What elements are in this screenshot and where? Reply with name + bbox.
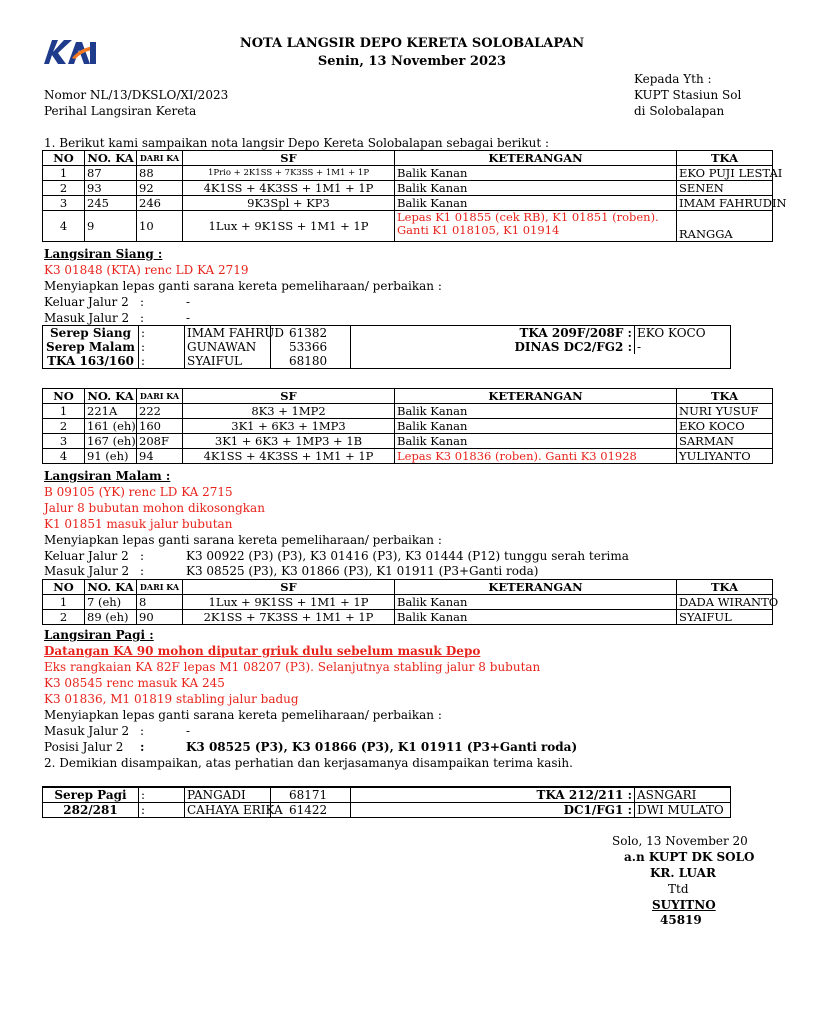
- siang-masuk-colon: :: [140, 311, 145, 325]
- pagi-masuk-value: -: [186, 724, 191, 738]
- cell-no: 2: [43, 181, 85, 196]
- serep-right-value: [635, 354, 731, 369]
- serep-label: Serep Siang: [43, 326, 139, 341]
- cell-noka: 91 (eh): [85, 449, 137, 464]
- cell-ket: Balik Kanan: [395, 610, 677, 625]
- malam-note-1: B 09105 (YK) renc LD KA 2715: [44, 485, 233, 499]
- table-row: [43, 166, 773, 181]
- table-row: [43, 449, 773, 464]
- cell-ket: Balik Kanan: [395, 419, 677, 434]
- letter-subject: Perihal Langsiran Kereta: [44, 104, 197, 118]
- cell-noka: 7 (eh): [85, 595, 137, 610]
- cell-dari: 160: [137, 419, 183, 434]
- serep-nip: 68171: [271, 787, 351, 803]
- serep-colon: :: [139, 787, 185, 803]
- pagi-note-3: K3 08545 renc masuk KA 245: [44, 676, 225, 690]
- closing-text: 2. Demikian disampaikan, atas perhatian dan kerjasamanya disampaikan terima kasih.: [44, 756, 573, 770]
- cell-tka: SYAIFUL: [677, 610, 773, 625]
- serep-row: [43, 340, 731, 354]
- cell-sf: 8K3 + 1MP2: [183, 404, 395, 419]
- document-date: Senin, 13 November 2023: [317, 54, 507, 69]
- signature-nip: 45819: [660, 913, 702, 927]
- siang-keluar-label: Keluar Jalur 2: [44, 295, 129, 309]
- cell-noka: 245: [85, 196, 137, 211]
- table-row: [43, 434, 773, 449]
- cell-tka: EKO KOCO: [677, 419, 773, 434]
- malam-masuk-value: K3 08525 (P3), K3 01866 (P3), K1 01911 (P3+Ganti roda): [186, 564, 539, 578]
- serep-row: [43, 354, 731, 369]
- cell-no: 2: [43, 419, 85, 434]
- table-row: [43, 595, 773, 610]
- serep-right-label: DC1/FG1 :: [351, 803, 635, 818]
- pagi-masuk-colon: :: [140, 724, 145, 738]
- signature-ttd: Ttd: [668, 882, 689, 896]
- serep-right-label: TKA 212/211 :: [351, 787, 635, 803]
- cell-no: 4: [43, 449, 85, 464]
- siang-note: K3 01848 (KTA) renc LD KA 2719: [44, 263, 249, 277]
- serep-nip: 61382: [271, 326, 351, 341]
- cell-ket: Balik Kanan: [395, 181, 677, 196]
- col-no: NO: [43, 151, 85, 166]
- section-pagi-heading: Langsiran Pagi :: [44, 628, 154, 642]
- col-noka: NO. KA: [85, 151, 137, 166]
- serep-right-value: -: [637, 340, 642, 354]
- cell-sf: 2K1SS + 7K3SS + 1M1 + 1P: [183, 610, 395, 625]
- signature-on-behalf: a.n KUPT DK SOLO: [624, 850, 755, 864]
- malam-note-3: K1 01851 masuk jalur bubutan: [44, 517, 233, 531]
- serep-colon: :: [139, 803, 185, 818]
- col-sf: SF: [183, 580, 395, 595]
- serep-nip: 68180: [271, 354, 351, 369]
- recipient-label: Kepada Yth :: [634, 72, 712, 86]
- cell-dari: 90: [137, 610, 183, 625]
- cell-tka: DADA WIRANTO: [677, 595, 773, 610]
- serep-colon: :: [139, 354, 185, 369]
- serep-right-label: DINAS DC2/FG2 :: [351, 340, 635, 354]
- cell-dari: 10: [137, 211, 183, 242]
- serep-nip: 53366: [271, 340, 351, 354]
- table-header: [43, 580, 773, 595]
- cell-noka: 87: [85, 166, 137, 181]
- cell-dari: 8: [137, 595, 183, 610]
- malam-keluar-colon: :: [140, 549, 145, 563]
- cell-sf: 1Lux + 9K1SS + 1M1 + 1P: [183, 595, 395, 610]
- cell-dari: 92: [137, 181, 183, 196]
- table-row: [43, 419, 773, 434]
- pagi-posisi-label: Posisi Jalur 2: [44, 740, 124, 754]
- signature-role: KR. LUAR: [650, 866, 716, 880]
- cell-tka: NURI YUSUF: [677, 404, 773, 419]
- col-noka: NO. KA: [85, 580, 137, 595]
- cell-tka: RANGGA: [677, 211, 773, 242]
- cell-noka: 167 (eh): [85, 434, 137, 449]
- cell-no: 2: [43, 610, 85, 625]
- serep-row: [43, 803, 731, 818]
- table-header: [43, 151, 773, 166]
- document-title: NOTA LANGSIR DEPO KERETA SOLOBALAPAN: [239, 36, 585, 51]
- cell-tka: IMAM FAHRUDIN: [677, 196, 773, 211]
- malam-masuk-colon: :: [140, 564, 145, 578]
- pagi-prep: Menyiapkan lepas ganti sarana kereta pemeliharaan/ perbaikan :: [44, 708, 442, 722]
- cell-tka: SENEN: [677, 181, 773, 196]
- intro-text: 1. Berikut kami sampaikan nota langsir Depo Kereta Solobalapan sebagai berikut :: [44, 136, 550, 150]
- recipient-name: KUPT Stasiun Sol: [634, 88, 742, 102]
- serep-right-label: [351, 354, 635, 369]
- cell-ket: Balik Kanan: [395, 404, 677, 419]
- cell-ket: Balik Kanan: [395, 166, 677, 181]
- serep-table-2: [42, 786, 731, 818]
- cell-sf: 1Lux + 9K1SS + 1M1 + 1P: [183, 211, 395, 242]
- siang-masuk-value: -: [186, 311, 191, 325]
- col-sf: SF: [183, 389, 395, 404]
- cell-sf: 3K1 + 6K3 + 1MP3: [183, 419, 395, 434]
- pagi-posisi-colon: :: [140, 740, 145, 754]
- cell-ket: Lepas K1 01855 (cek RB), K1 01851 (roben). Ganti K1 018105, K1 01914: [395, 211, 677, 242]
- letter-number: Nomor NL/13/DKSLO/XI/2023: [44, 88, 229, 102]
- cell-no: 4: [43, 211, 85, 242]
- serep-table-1: [42, 325, 731, 369]
- cell-tka: EKO PUJI LESTAI: [677, 166, 773, 181]
- serep-right-label: TKA 209F/208F :: [351, 326, 635, 341]
- shunting-table-1: [42, 150, 787, 242]
- section-siang-heading: Langsiran Siang :: [44, 247, 163, 261]
- malam-keluar-value: K3 00922 (P3) (P3), K3 01416 (P3), K3 01444 (P12) tunggu serah terima: [186, 549, 629, 563]
- col-noka: NO. KA: [85, 389, 137, 404]
- serep-nip: 61422: [271, 803, 351, 818]
- col-dari: DARI KA: [137, 580, 183, 595]
- table-row: [43, 404, 773, 419]
- table-row: [43, 610, 773, 625]
- col-sf: SF: [183, 151, 395, 166]
- cell-noka: 221A: [85, 404, 137, 419]
- serep-right-value: EKO KOCO: [637, 326, 706, 340]
- cell-ket: Balik Kanan: [395, 434, 677, 449]
- col-ket: KETERANGAN: [395, 389, 677, 404]
- cell-sf: 1Prio + 2K1SS + 7K3SS + 1M1 + 1P: [183, 166, 395, 181]
- cell-ket: Lepas K3 01836 (roben). Ganti K3 01928: [395, 449, 677, 464]
- serep-colon: :: [139, 340, 185, 354]
- serep-row: [43, 787, 731, 803]
- recipient-location: di Solobalapan: [634, 104, 725, 118]
- pagi-note-2: Eks rangkaian KA 82F lepas M1 08207 (P3). Selanjutnya stabling jalur 8 bubutan: [44, 660, 541, 674]
- serep-label: 282/281: [43, 803, 139, 818]
- cell-no: 1: [43, 166, 85, 181]
- cell-sf: 4K1SS + 4K3SS + 1M1 + 1P: [183, 181, 395, 196]
- cell-no: 3: [43, 196, 85, 211]
- serep-name: SYAIFUL: [185, 354, 271, 369]
- cell-no: 3: [43, 434, 85, 449]
- signature-name: SUYITNO: [652, 898, 716, 912]
- col-tka: TKA: [677, 580, 773, 595]
- serep-row: [43, 326, 731, 341]
- cell-noka: 89 (eh): [85, 610, 137, 625]
- cell-no: 1: [43, 404, 85, 419]
- cell-noka: 9: [85, 211, 137, 242]
- serep-name: CAHAYA ERIKA: [185, 803, 271, 818]
- siang-keluar-value: -: [186, 295, 191, 309]
- shunting-table-2: [42, 388, 773, 464]
- serep-colon: :: [139, 326, 185, 341]
- col-no: NO: [43, 580, 85, 595]
- serep-label: TKA 163/160: [43, 354, 139, 369]
- cell-noka: 93: [85, 181, 137, 196]
- serep-right-value: ASNGARI: [637, 788, 697, 802]
- pagi-posisi-value: K3 08525 (P3), K3 01866 (P3), K1 01911 (P3+Ganti roda): [186, 740, 578, 754]
- col-tka: TKA: [677, 389, 773, 404]
- table-row: [43, 196, 773, 211]
- cell-tka: SARMAN: [677, 434, 773, 449]
- table-header: [43, 389, 773, 404]
- cell-sf: 9K3Spl + KP3: [183, 196, 395, 211]
- serep-name: IMAM FAHRUD: [185, 326, 271, 341]
- serep-label: Serep Malam: [43, 340, 139, 354]
- cell-dari: 88: [137, 166, 183, 181]
- col-dari: DARI KA: [137, 151, 183, 166]
- siang-masuk-label: Masuk Jalur 2: [44, 311, 130, 325]
- cell-dari: 208F: [137, 434, 183, 449]
- col-dari: DARI KA: [137, 389, 183, 404]
- cell-ket: Balik Kanan: [395, 196, 677, 211]
- cell-dari: 222: [137, 404, 183, 419]
- section-malam-heading: Langsiran Malam :: [44, 469, 171, 483]
- table-row: [43, 181, 773, 196]
- col-ket: KETERANGAN: [395, 151, 677, 166]
- siang-keluar-colon: :: [140, 295, 145, 309]
- malam-keluar-label: Keluar Jalur 2: [44, 549, 129, 563]
- pagi-masuk-label: Masuk Jalur 2: [44, 724, 130, 738]
- col-tka: TKA: [677, 151, 773, 166]
- siang-prep: Menyiapkan lepas ganti sarana kereta pemeliharaan/ perbaikan :: [44, 279, 442, 293]
- cell-ket: Balik Kanan: [395, 595, 677, 610]
- cell-sf: 3K1 + 6K3 + 1MP3 + 1B: [183, 434, 395, 449]
- cell-dari: 94: [137, 449, 183, 464]
- malam-note-2: Jalur 8 bubutan mohon dikosongkan: [44, 501, 265, 515]
- serep-label: Serep Pagi: [43, 787, 139, 803]
- shunting-table-3: [42, 579, 779, 625]
- cell-no: 1: [43, 595, 85, 610]
- cell-noka: 161 (eh): [85, 419, 137, 434]
- cell-dari: 246: [137, 196, 183, 211]
- serep-name: GUNAWAN: [185, 340, 271, 354]
- serep-name: PANGADI: [185, 787, 271, 803]
- malam-masuk-label: Masuk Jalur 2: [44, 564, 130, 578]
- cell-sf: 4K1SS + 4K3SS + 1M1 + 1P: [183, 449, 395, 464]
- pagi-note-4: K3 01836, M1 01819 stabling jalur badug: [44, 692, 299, 706]
- table-row: [43, 211, 773, 242]
- signature-place-date: Solo, 13 November 20: [612, 834, 748, 848]
- serep-right-value: DWI MULATO: [635, 803, 731, 818]
- malam-prep: Menyiapkan lepas ganti sarana kereta pemeliharaan/ perbaikan :: [44, 533, 442, 547]
- col-no: NO: [43, 389, 85, 404]
- pagi-note-1: Datangan KA 90 mohon diputar griuk dulu sebelum masuk Depo: [44, 644, 481, 658]
- col-ket: KETERANGAN: [395, 580, 677, 595]
- cell-tka: YULIYANTO: [677, 449, 773, 464]
